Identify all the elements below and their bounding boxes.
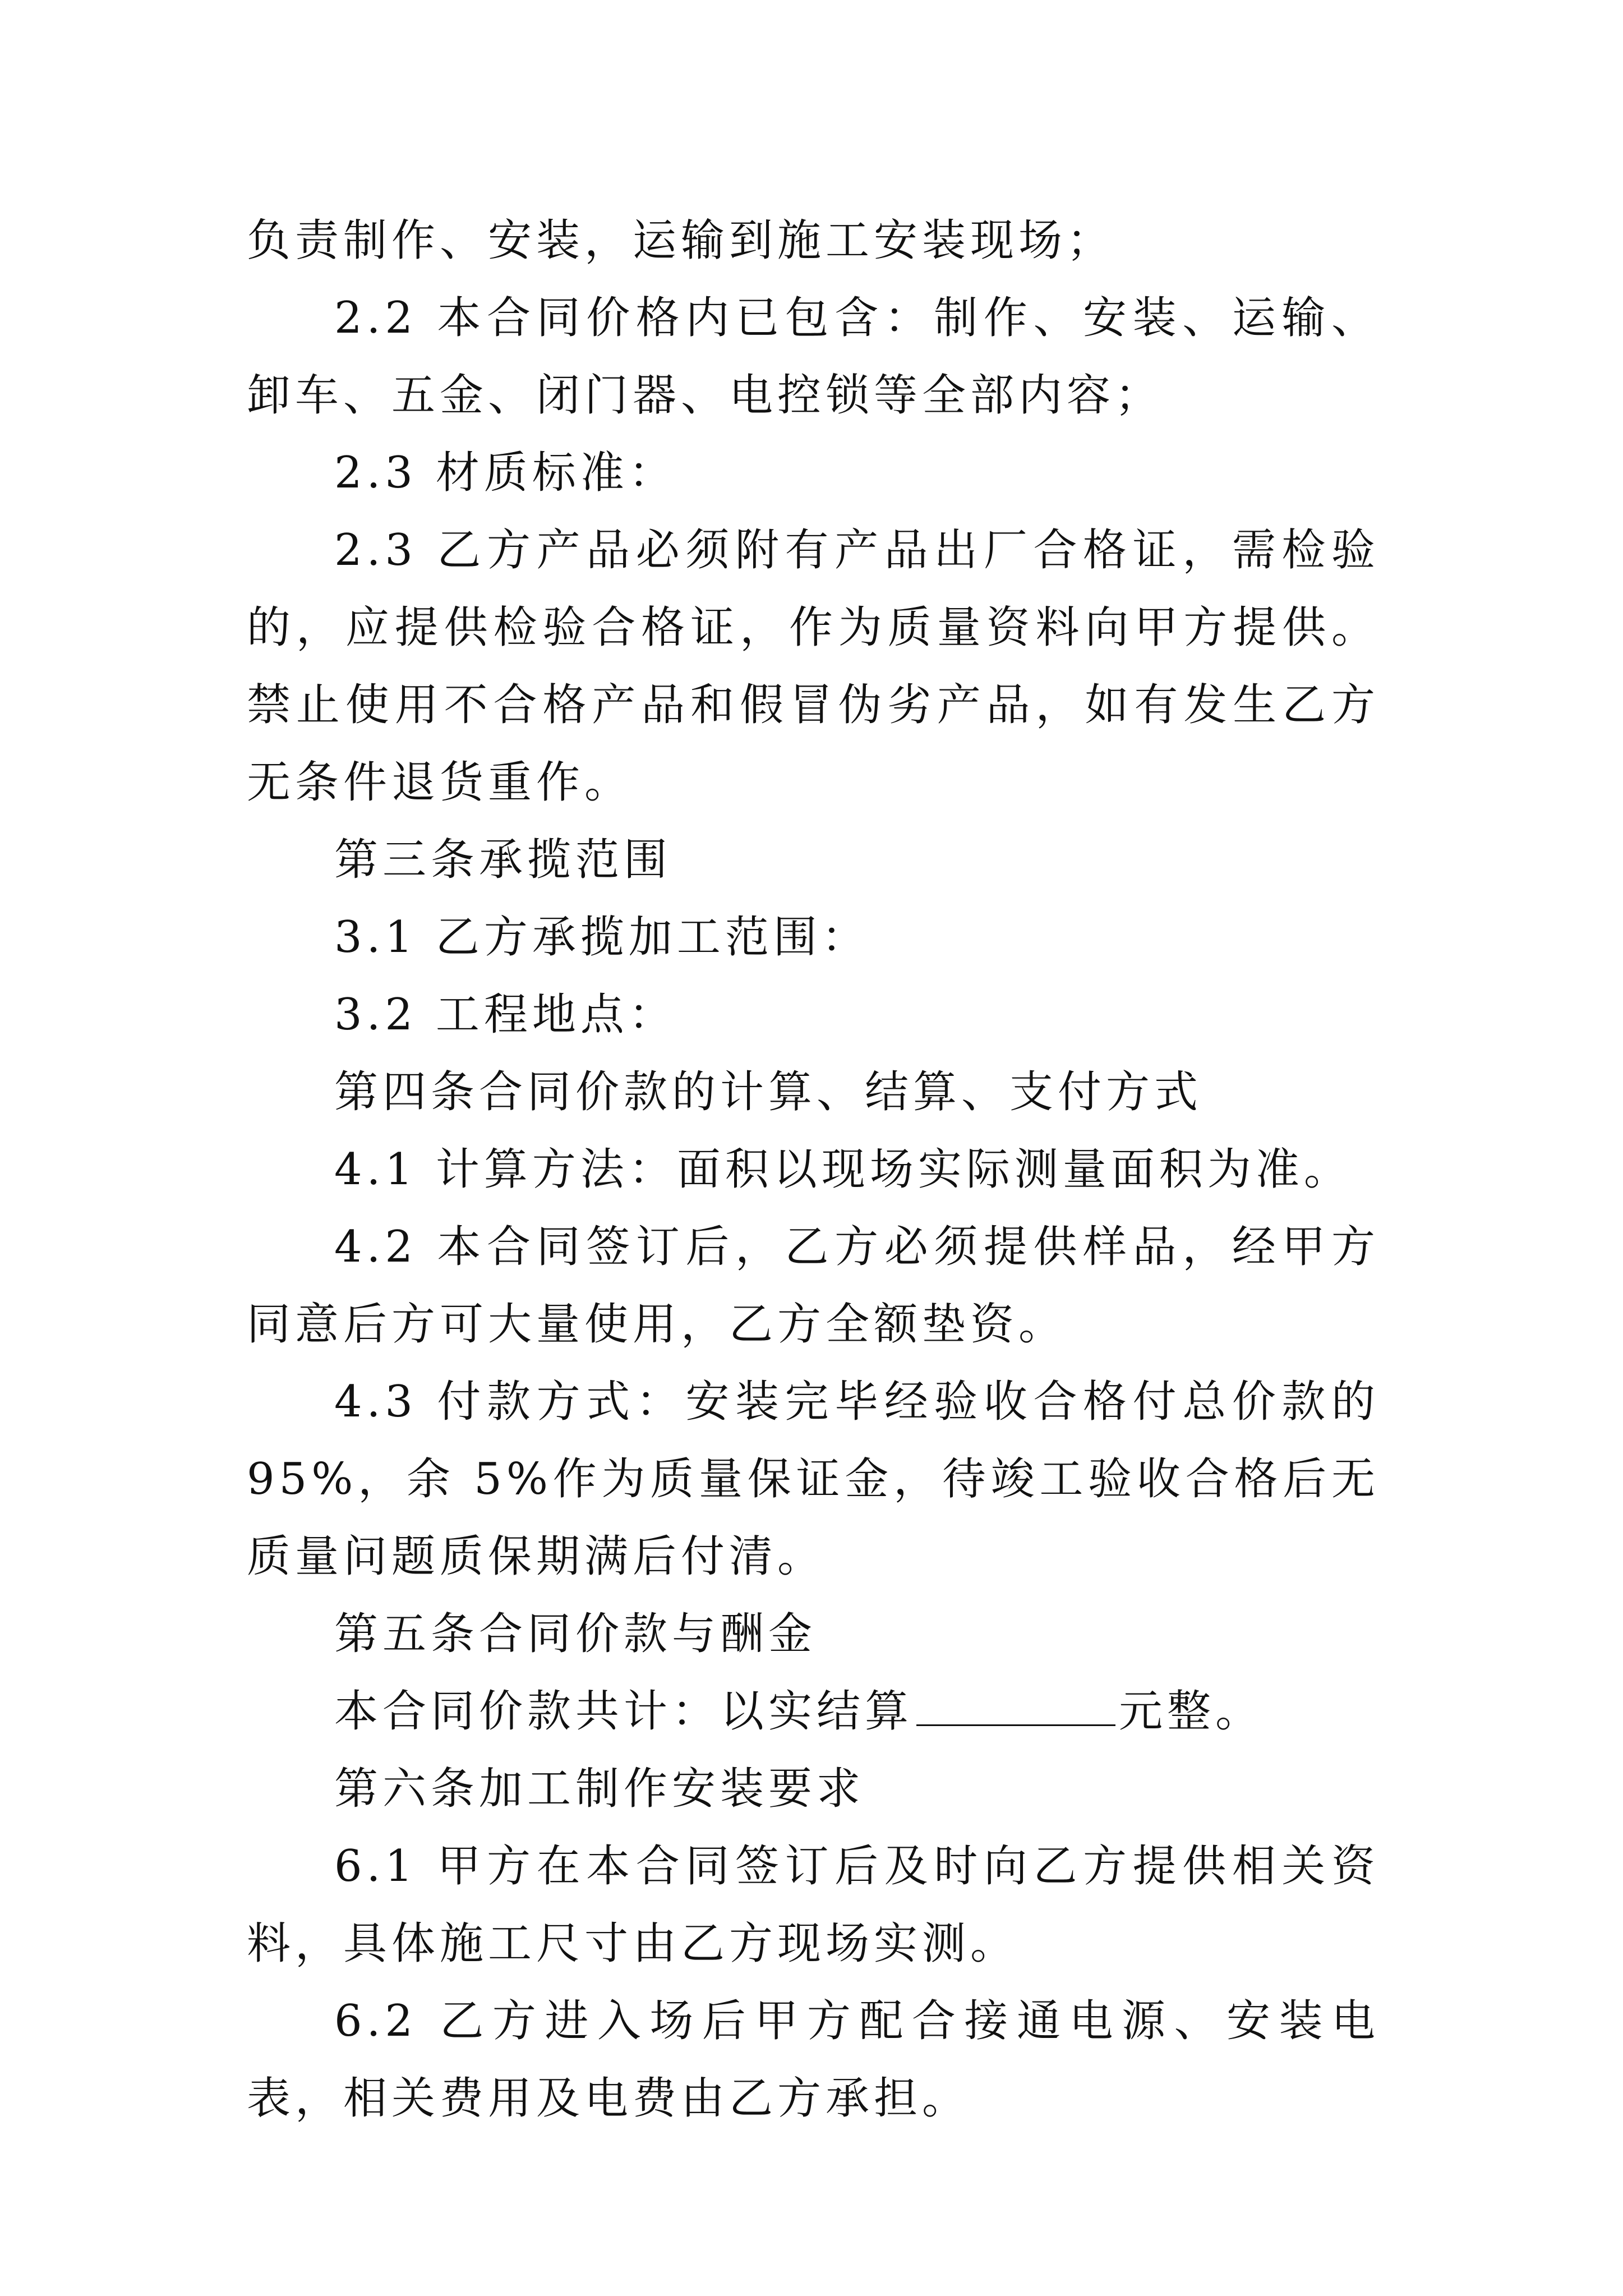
section-heading-article-4: 第四条合同价款的计算、结算、支付方式 [334,1067,1203,1117]
paragraph-clause-6-2: 6.2 乙方进入场后甲方配合接通电源、安装电表，相关费用及电费由乙方承担。 [247,1996,1380,2124]
paragraph-clause-2-3: 2.3 乙方产品必须附有产品出厂合格证，需检验的，应提供检验合格证，作为质量资料向甲方提供。禁止使用不合格产品和假冒伪劣产品，如有发生乙方无条件退货重作。 [247,525,1380,808]
price-line [247,1673,1380,1750]
section-heading-article-3: 第三条承揽范围 [334,835,672,885]
section-heading-article-5: 第五条合同价款与酬金 [334,1609,817,1659]
paragraph-clause-6-1: 6.1 甲方在本合同签订后及时向乙方提供相关资料，具体施工尺寸由乙方现场实测。 [247,1841,1380,1969]
price-line-prefix: 本合同价款共计：以实结算 [334,1686,914,1737]
paragraph-clause-4-2: 4.2 本合同签订后，乙方必须提供样品，经甲方同意后方可大量使用，乙方全额垫资。 [247,1222,1380,1350]
paragraph-continuation: 负责制作、安装，运输到施工安装现场； [247,215,1115,266]
paragraph-clause-4-1: 4.1 计算方法：面积以现场实际测量面积为准。 [334,1144,1352,1195]
paragraph-clause-2-3-heading: 2.3 材质标准： [334,448,677,498]
section-heading-article-6: 第六条加工制作安装要求 [334,1764,865,1814]
price-blank-field [916,1690,1115,1726]
paragraph-clause-4-3: 4.3 付款方式：安装完毕经验收合格付总价款的 95%，余 5%作为质量保证金，待竣工验收合格后无质量问题质保期满后付清。 [247,1377,1380,1582]
contract-body [247,202,1380,2137]
paragraph-clause-2-2: 2.2 本合同价格内已包含：制作、安装、运输、卸车、五金、闭门器、电控锁等全部内容； [247,293,1380,421]
paragraph-clause-3-1: 3.1 乙方承揽加工范围： [334,912,870,963]
paragraph-clause-3-2: 3.2 工程地点： [334,990,677,1040]
price-line-suffix: 元整。 [1119,1686,1264,1737]
